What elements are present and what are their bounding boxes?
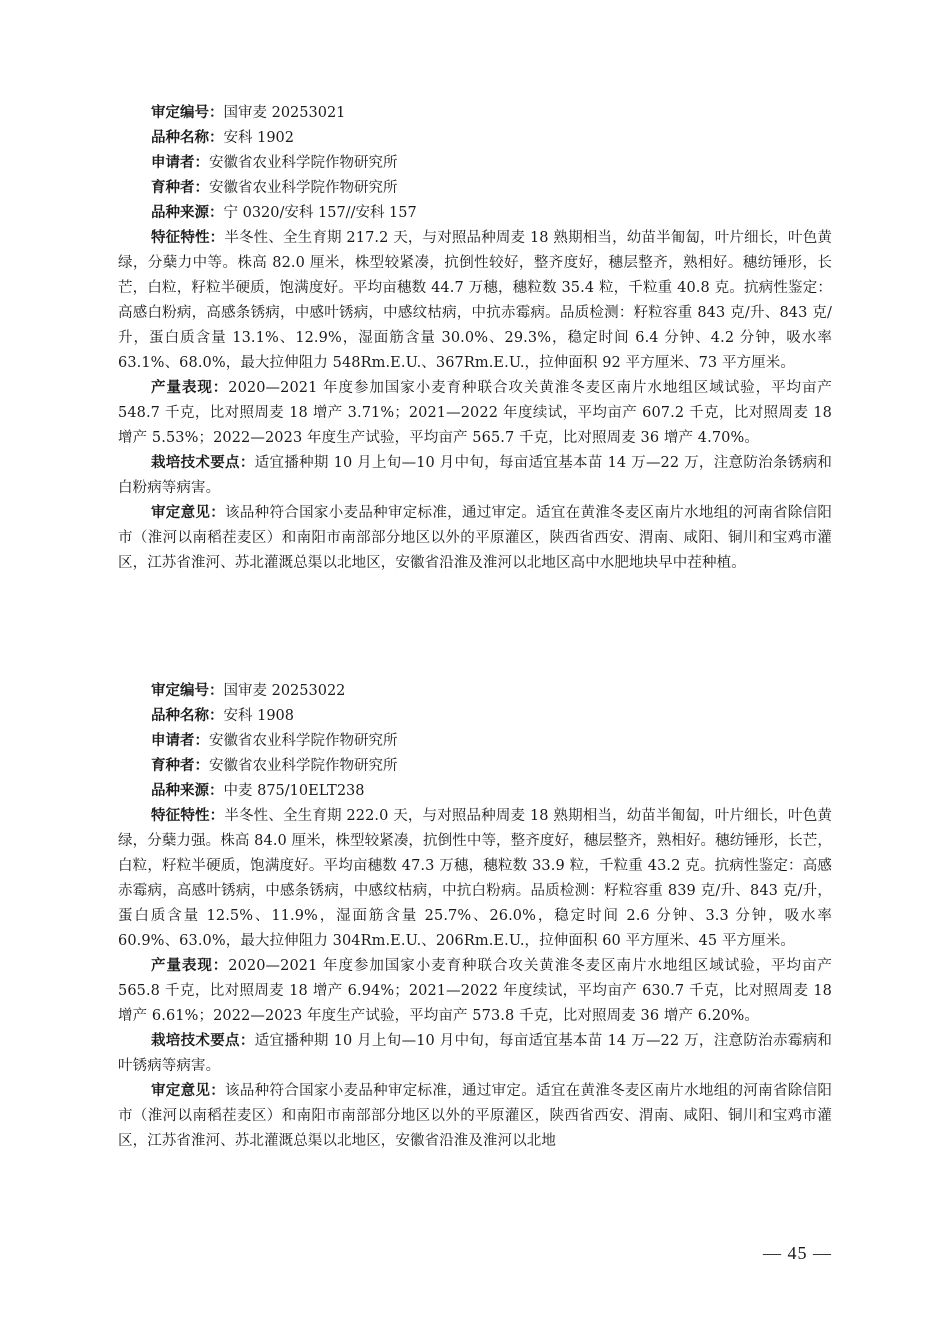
approval-number-value: 国审麦 20253022 <box>223 683 346 699</box>
yield-label: 产量表现： <box>151 958 229 974</box>
approval-number-value: 国审麦 20253021 <box>223 105 346 121</box>
applicant-line <box>118 729 832 754</box>
applicant-value: 安徽省农业科学院作物研究所 <box>209 155 398 171</box>
opinion-label: 审定意见： <box>151 1083 226 1099</box>
variety-entry-1 <box>118 101 832 576</box>
variety-name-label: 品种名称： <box>151 130 224 146</box>
opinion-text: 该品种符合国家小麦品种审定标准，通过审定。适宜在黄淮冬麦区南片水地组的河南省除信阳市（淮河以南稻茬麦区）和南阳市南部部分地区以外的平原灌区，陕西省西安、渭南、咸阳、铜川和宝鸡市灌区，江苏省淮河、苏北灌溉总渠以北地区，安徽省沿淮及淮河以北地 <box>118 1083 832 1149</box>
cultivation-text: 适宜播种期 10 月上旬—10 月中旬，每亩适宜基本苗 14 万—22 万，注意防治赤霉病和叶锈病等病害。 <box>118 1033 832 1074</box>
approval-number-label: 审定编号： <box>151 105 224 121</box>
variety-name-label: 品种名称： <box>151 708 224 724</box>
yield-paragraph <box>118 376 832 451</box>
cultivation-paragraph <box>118 1029 832 1079</box>
breeder-value: 安徽省农业科学院作物研究所 <box>209 758 398 774</box>
cultivation-text: 适宜播种期 10 月上旬—10 月中旬，每亩适宜基本苗 14 万—22 万，注意防治条锈病和白粉病等病害。 <box>118 455 832 496</box>
variety-entry-2 <box>118 679 832 1154</box>
variety-name-value: 安科 1902 <box>223 130 295 146</box>
origin-line <box>118 779 832 804</box>
origin-label: 品种来源： <box>151 205 224 221</box>
breeder-label: 育种者： <box>151 180 209 196</box>
cultivation-paragraph <box>118 451 832 501</box>
applicant-line <box>118 151 832 176</box>
opinion-text: 该品种符合国家小麦品种审定标准，通过审定。适宜在黄淮冬麦区南片水地组的河南省除信阳市（淮河以南稻茬麦区）和南阳市南部部分地区以外的平原灌区，陕西省西安、渭南、咸阳、铜川和宝鸡市灌区，江苏省淮河、苏北灌溉总渠以北地区，安徽省沿淮及淮河以北地区高中水肥地块早中茬种植。 <box>118 505 832 571</box>
characteristics-text: 半冬性、全生育期 222.0 天，与对照品种周麦 18 熟期相当，幼苗半匍匐，叶片细长，叶色黄绿，分蘖力强。株高 84.0 厘米，株型较紧凑，抗倒性中等，整齐度好，穗层整齐，熟相好。穗纺锤形，长芒，白粒，籽粒半硬质，饱满度好。平均亩穗数 47.3 万穗，穗粒数 33.9 粒，千粒重 43.2 克。抗病性鉴定：高感赤霉病，高感叶锈病，中感条锈病，中感纹枯病，中抗白粉病。品质检测：籽粒容重 839 克/升、843 克/升，蛋白质含量 12.5%、11.9%，湿面筋含量 25.7%、26.0%，稳定时间 2.6 分钟、3.3 分钟，吸水率 60.9%、63.0%，最大拉伸阻力 304Rm.E.U.、206Rm.E.U.，拉伸面积 60 平方厘米、45 平方厘米。 <box>118 808 832 949</box>
approval-number-line <box>118 679 832 704</box>
origin-value: 中麦 875/10ELT238 <box>223 783 365 799</box>
origin-line <box>118 201 832 226</box>
characteristics-label: 特征特性： <box>151 808 225 824</box>
approval-number-label: 审定编号： <box>151 683 224 699</box>
applicant-label: 申请者： <box>151 733 209 749</box>
variety-name-line <box>118 126 832 151</box>
opinion-paragraph <box>118 501 832 576</box>
characteristics-paragraph <box>118 804 832 954</box>
cultivation-label: 栽培技术要点： <box>151 1033 255 1049</box>
opinion-paragraph <box>118 1079 832 1154</box>
yield-text: 2020—2021 年度参加国家小麦育种联合攻关黄淮冬麦区南片水地组区域试验，平均亩产 565.8 千克，比对照周麦 18 增产 6.94%；2021—2022 年度续试，平均亩产 630.7 千克，比对照周麦 18 增产 6.61%；2022—2023 年度生产试验，平均亩产 573.8 千克，比对照周麦 36 增产 6.20%。 <box>118 958 832 1024</box>
characteristics-paragraph <box>118 226 832 376</box>
origin-label: 品种来源： <box>151 783 224 799</box>
applicant-value: 安徽省农业科学院作物研究所 <box>209 733 398 749</box>
characteristics-label: 特征特性： <box>151 230 225 246</box>
yield-paragraph <box>118 954 832 1029</box>
yield-label: 产量表现： <box>151 380 229 396</box>
variety-name-line <box>118 704 832 729</box>
variety-name-value: 安科 1908 <box>223 708 295 724</box>
breeder-line <box>118 176 832 201</box>
yield-text: 2020—2021 年度参加国家小麦育种联合攻关黄淮冬麦区南片水地组区域试验，平均亩产 548.7 千克，比对照周麦 18 增产 3.71%；2021—2022 年度续试，平均亩产 607.2 千克，比对照周麦 18 增产 5.53%；2022—2023 年度生产试验，平均亩产 565.7 千克，比对照周麦 36 增产 4.70%。 <box>118 380 832 446</box>
origin-value: 宁 0320/安科 157//安科 157 <box>223 205 417 221</box>
page-number: — 45 — <box>763 1243 832 1263</box>
breeder-label: 育种者： <box>151 758 209 774</box>
approval-number-line <box>118 101 832 126</box>
applicant-label: 申请者： <box>151 155 209 171</box>
cultivation-label: 栽培技术要点： <box>151 455 255 471</box>
breeder-value: 安徽省农业科学院作物研究所 <box>209 180 398 196</box>
characteristics-text: 半冬性、全生育期 217.2 天，与对照品种周麦 18 熟期相当，幼苗半匍匐，叶片细长，叶色黄绿，分蘖力中等。株高 82.0 厘米，株型较紧凑，抗倒性较好，整齐度好，穗层整齐，熟相好。穗纺锤形，长芒，白粒，籽粒半硬质，饱满度好。平均亩穗数 44.7 万穗，穗粒数 35.4 粒，千粒重 40.8 克。抗病性鉴定：高感白粉病，高感条锈病，中感叶锈病，中感纹枯病，中抗赤霉病。品质检测：籽粒容重 843 克/升、843 克/升，蛋白质含量 13.1%、12.9%，湿面筋含量 30.0%、29.3%，稳定时间 6.4 分钟、4.2 分钟，吸水率 63.1%、68.0%，最大拉伸阻力 548Rm.E.U.、367Rm.E.U.，拉伸面积 92 平方厘米、73 平方厘米。 <box>118 230 832 371</box>
opinion-label: 审定意见： <box>151 505 226 521</box>
breeder-line <box>118 754 832 779</box>
